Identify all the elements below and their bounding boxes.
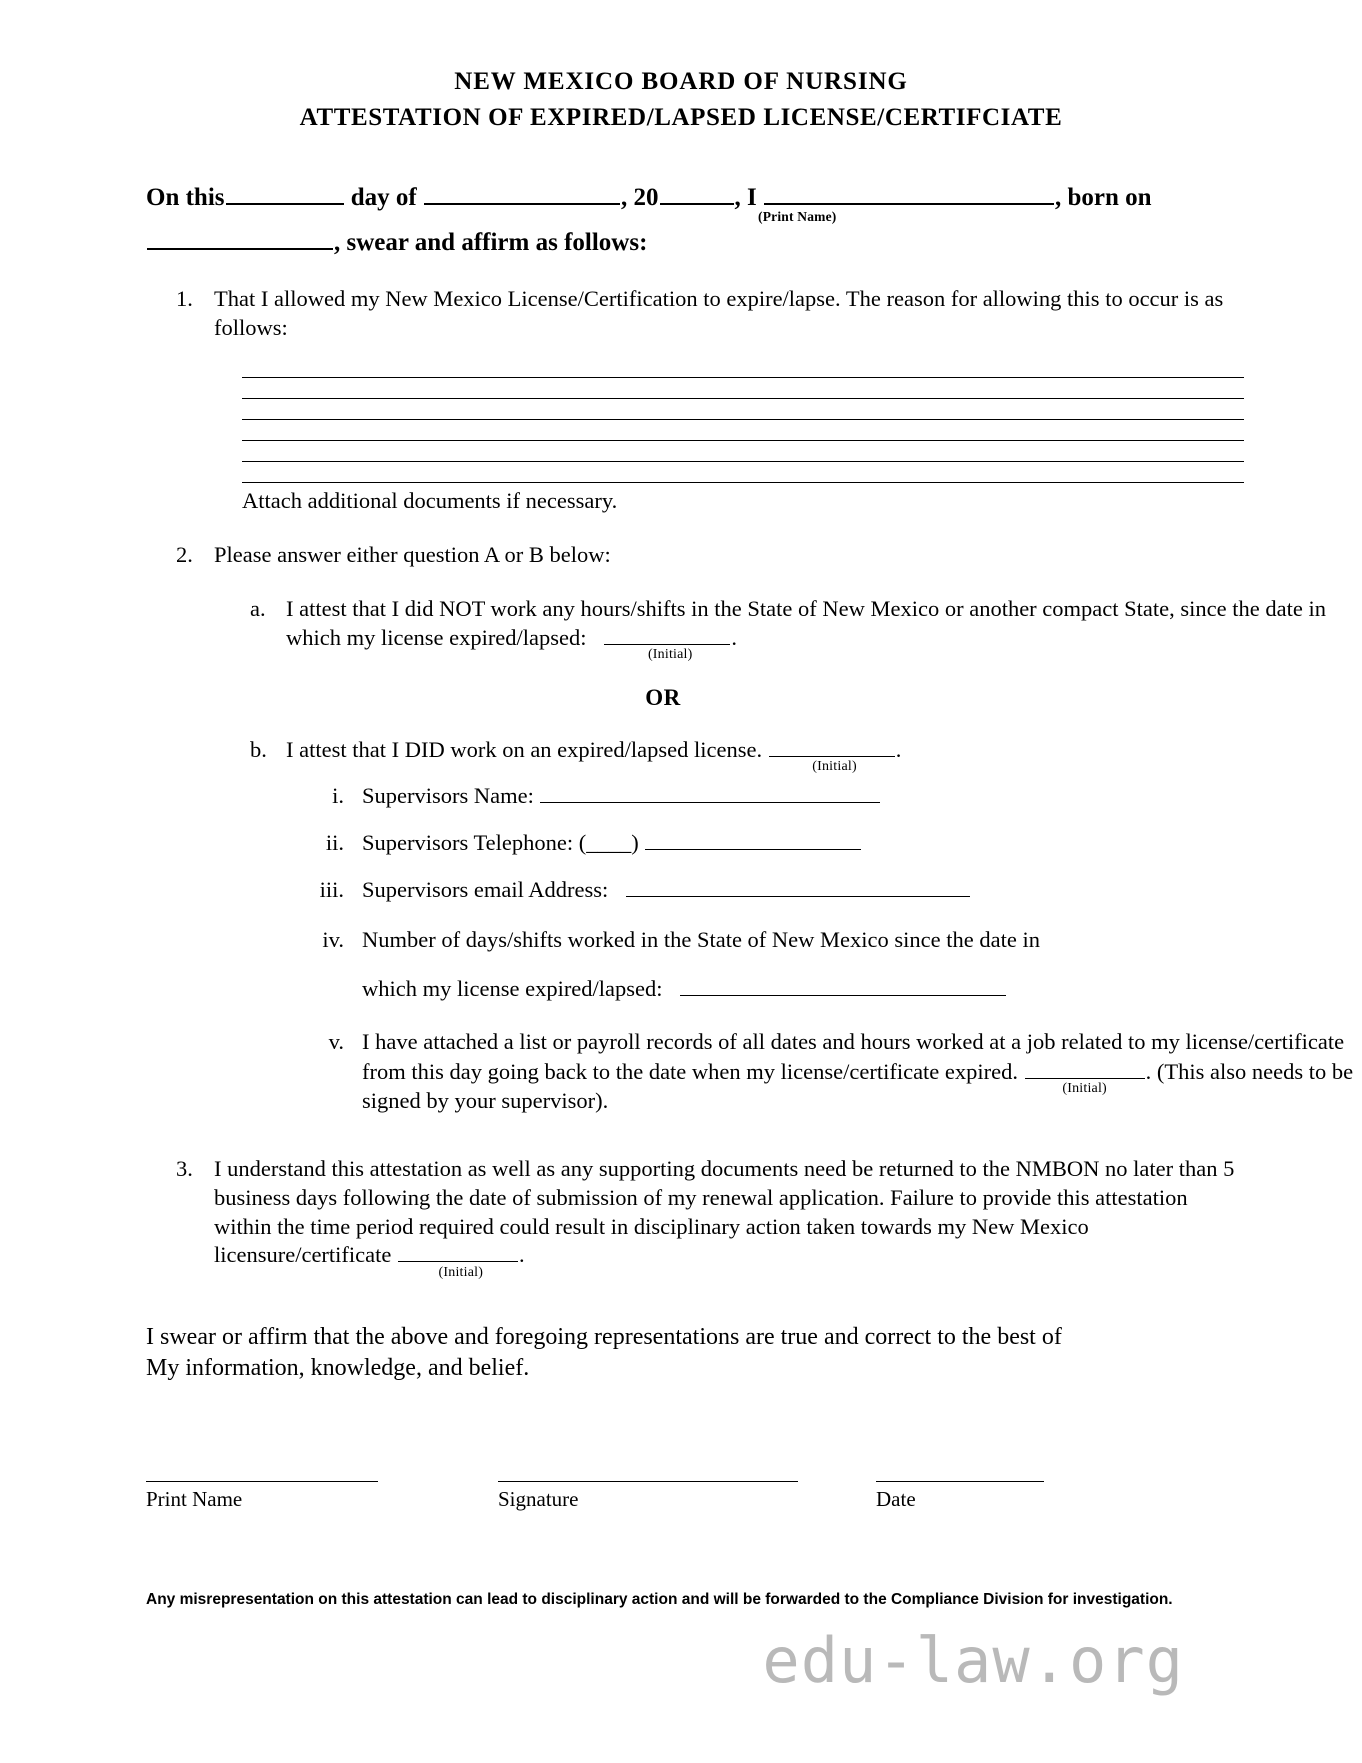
roman-item-iii-marker: iii. <box>319 876 344 902</box>
supervisors-telephone-label: Supervisors Telephone: <box>362 829 574 855</box>
list-item-3-body <box>214 1155 1362 1281</box>
sub-item-b-text: I attest that I DID work on an expired/lapsed license. <box>286 736 763 762</box>
print-name-signature-label: Print Name <box>146 1486 243 1511</box>
initial-v-caption: (Initial) <box>1062 1080 1107 1096</box>
sub-item-a-period: . <box>731 625 738 651</box>
roman-item-ii-marker: ii. <box>325 829 344 855</box>
roman-item-ii <box>286 828 1362 858</box>
document-header <box>0 0 1362 134</box>
roman-item-iii <box>286 875 1362 905</box>
sub-item-b <box>214 735 1362 1116</box>
payroll-records-text: I have attached a list or payroll records of all dates and hours worked at a job related to my license/certificate from this day going back to the date when my license/certificate expired. <box>362 1029 1345 1084</box>
days-worked-line2: which my license expired/lapsed: <box>362 976 663 1002</box>
initial-a-group <box>603 623 738 663</box>
roman-item-v-marker: v. <box>328 1029 344 1055</box>
watermark: edu-law.org <box>762 1624 1184 1697</box>
signature-line[interactable] <box>498 1481 798 1482</box>
print-name-signature-line[interactable] <box>146 1481 378 1482</box>
day-blank-field[interactable] <box>226 182 344 205</box>
on-this-label: On this <box>146 184 225 211</box>
area-code-field[interactable]: (____) <box>578 829 639 855</box>
initial-a-caption: (Initial) <box>647 647 693 663</box>
supervisors-name-label: Supervisors Name: <box>362 782 534 808</box>
date-signature-block <box>876 1481 1044 1512</box>
opening-line-1 <box>146 182 1242 224</box>
initial-v-blank-field[interactable] <box>1025 1058 1145 1079</box>
response-rule-line[interactable] <box>242 378 1244 399</box>
opening-statement <box>0 182 1362 259</box>
i-label: , I <box>734 184 757 211</box>
response-rule-line[interactable] <box>242 399 1244 420</box>
days-worked-line2-row <box>362 974 1362 1003</box>
roman-item-v-body <box>362 1027 1362 1115</box>
response-rule-line[interactable] <box>242 357 1244 378</box>
month-blank-field[interactable] <box>424 182 620 205</box>
days-worked-line1: Number of days/shifts worked in the State of New Mexico since the date in <box>362 926 1040 952</box>
date-line[interactable] <box>876 1481 1044 1482</box>
closing-line-2: My information, knowledge, and belief. <box>146 1355 530 1382</box>
list-item-1-text: That I allowed my New Mexico License/Certification to expire/lapse. The reason for allowing this to occur is as follows: <box>214 286 1224 340</box>
opening-line-2 <box>146 227 1242 260</box>
roman-item-i-marker: i. <box>332 782 344 808</box>
year-prefix-label: , 20 <box>621 184 659 211</box>
list-item-2 <box>0 541 1362 1115</box>
list-item-3-period: . <box>519 1242 525 1268</box>
roman-item-i <box>286 781 1362 811</box>
free-response-rules <box>242 357 1244 483</box>
initial-3-caption: (Initial) <box>438 1265 484 1281</box>
birthdate-blank-field[interactable] <box>147 227 333 250</box>
initial-b-blank-field[interactable] <box>769 736 895 757</box>
list-item-2-text: Please answer either question A or B below: <box>214 542 611 568</box>
lettered-sublist <box>214 594 1362 1115</box>
sub-item-a <box>214 594 1362 663</box>
initial-3-group <box>397 1241 525 1281</box>
page-title-line2: ATTESTATION OF EXPIRED/LAPSED LICENSE/CERTIFCIATE <box>299 103 1063 131</box>
list-item-3-marker: 3. <box>176 1156 193 1182</box>
print-name-blank-field[interactable] <box>764 182 1054 205</box>
page-title-line1: NEW MEXICO BOARD OF NURSING <box>454 68 908 95</box>
initial-3-blank-field[interactable] <box>398 1242 518 1263</box>
signature-row <box>0 1481 1362 1512</box>
sub-item-b-body <box>286 735 1362 774</box>
closing-statement <box>0 1322 1362 1384</box>
sub-item-a-marker: a. <box>250 596 266 622</box>
signature-label: Signature <box>498 1486 579 1511</box>
roman-item-v <box>286 1027 1362 1115</box>
initial-b-group <box>768 735 902 774</box>
signature-block <box>498 1481 798 1512</box>
attach-documents-note: Attach additional documents if necessary. <box>242 487 618 513</box>
date-label: Date <box>876 1486 916 1511</box>
or-divider: OR <box>645 684 681 710</box>
swear-affirm-label: , swear and affirm as follows: <box>334 228 648 256</box>
print-name-caption: (Print Name) <box>758 209 837 224</box>
response-rule-line[interactable] <box>242 462 1244 483</box>
list-item-3 <box>0 1155 1362 1281</box>
initial-b-caption: (Initial) <box>812 758 857 774</box>
born-on-label: , born on <box>1054 184 1152 211</box>
roman-sublist <box>286 781 1362 1115</box>
response-rule-line[interactable] <box>242 441 1244 462</box>
supervisors-email-field[interactable] <box>626 876 970 897</box>
day-of-label: day of <box>350 184 417 211</box>
year-blank-field[interactable] <box>660 182 734 205</box>
numbered-list <box>0 285 1362 1281</box>
list-item-1 <box>0 285 1362 515</box>
payroll-records-text-after: . (This also needs to be signed by your supervisor). <box>362 1058 1354 1113</box>
sub-item-a-body <box>286 594 1362 663</box>
misrepresentation-warning: Any misrepresentation on this attestation can lead to disciplinary action and will be forwarded to the Compliance Division for investigation. <box>146 1590 1173 1608</box>
print-name-signature-block <box>146 1481 378 1512</box>
response-rule-line[interactable] <box>242 420 1244 441</box>
supervisors-telephone-field[interactable] <box>645 829 861 850</box>
supervisors-email-label: Supervisors email Address: <box>362 876 609 902</box>
closing-line-1: I swear or affirm that the above and foregoing representations are true and correct to the best of <box>146 1324 1062 1351</box>
list-item-1-marker: 1. <box>176 286 193 311</box>
initial-v-group <box>1024 1057 1146 1096</box>
initial-a-blank-field[interactable] <box>604 625 730 646</box>
supervisors-name-field[interactable] <box>540 782 880 803</box>
sub-item-b-period: . <box>895 736 902 762</box>
list-item-2-marker: 2. <box>176 542 193 568</box>
list-item-3-text: I understand this attestation as well as any supporting documents need be returned to the NMBON no later than 5 business days following the date of submission of my renewal application. Failure to provide this attestation within the time period required could result in disciplinary action taken towards my New Mexico licensure/certificate <box>214 1156 1235 1268</box>
sub-item-a-text: I attest that I did NOT work any hours/shifts in the State of New Mexico or another compact State, since the date in which my license expired/lapsed: <box>286 596 1326 651</box>
roman-item-iv-marker: iv. <box>322 926 344 952</box>
roman-item-iv <box>286 925 1362 1004</box>
days-worked-field[interactable] <box>680 975 1006 996</box>
sub-item-b-marker: b. <box>250 736 267 762</box>
